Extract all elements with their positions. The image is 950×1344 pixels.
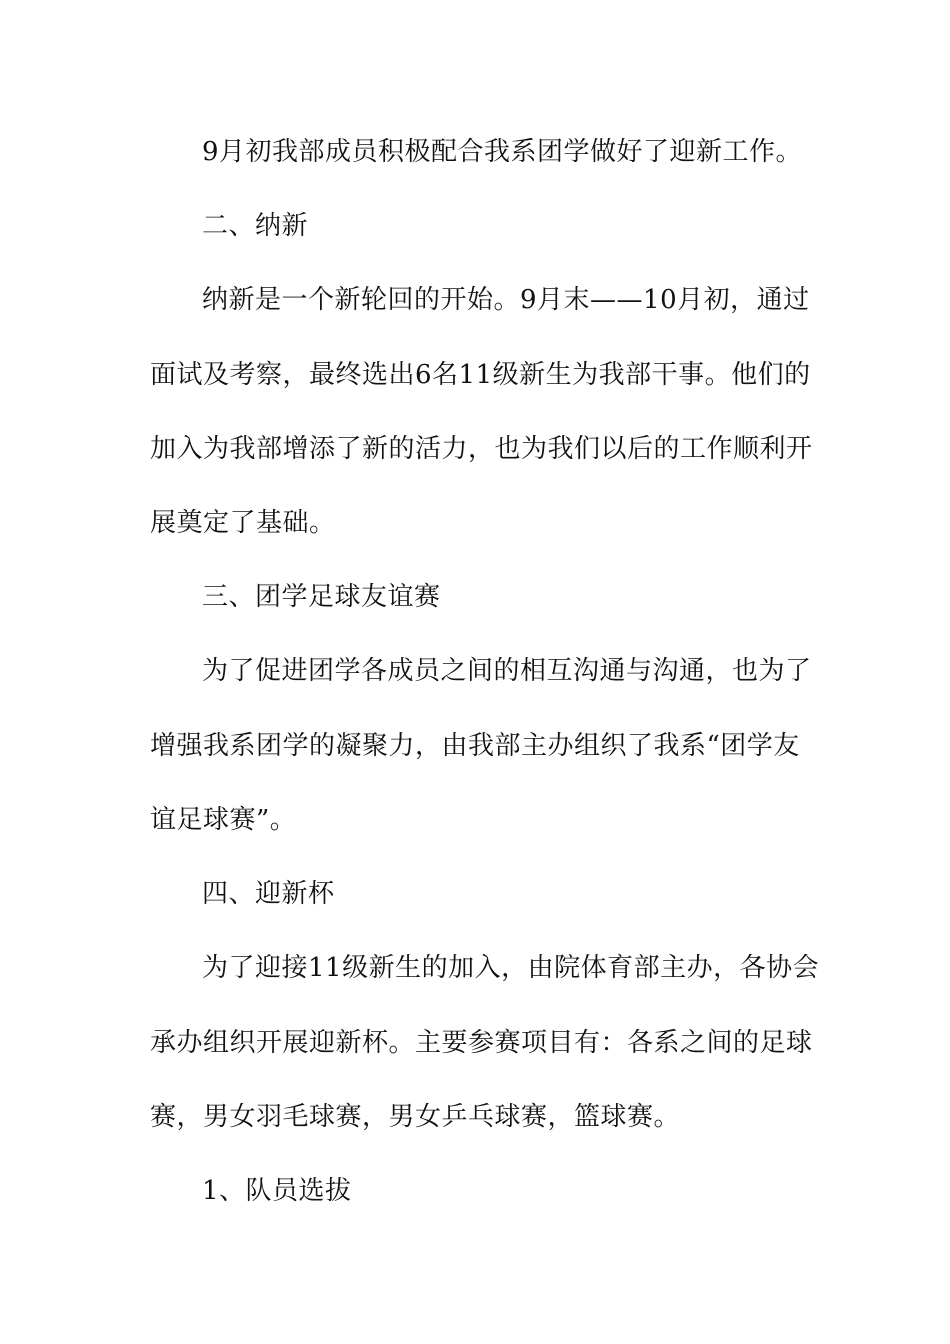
section-heading: 二、纳新 xyxy=(202,211,309,241)
section-heading: 四、迎新杯 xyxy=(202,879,335,909)
subsection-heading: 1、队员选拔 xyxy=(202,1176,352,1206)
paragraph-line: 承办组织开展迎新杯。主要参赛项目有：各系之间的足球 xyxy=(150,1028,813,1058)
paragraph-line: 为了促进团学各成员之间的相互沟通与沟通，也为了 xyxy=(202,656,812,686)
paragraph-line: 展奠定了基础。 xyxy=(150,508,336,538)
paragraph-line: 增强我系团学的凝聚力，由我部主办组织了我系“团学友 xyxy=(150,731,800,761)
paragraph-line: 为了迎接11级新生的加入，由院体育部主办，各协会 xyxy=(202,953,820,983)
paragraph-line: 9月初我部成员积极配合我系团学做好了迎新工作。 xyxy=(202,137,803,167)
paragraph-line: 加入为我部增添了新的活力，也为我们以后的工作顺利开 xyxy=(150,434,813,464)
section-heading: 三、团学足球友谊赛 xyxy=(202,582,441,612)
paragraph-line: 面试及考察，最终选出6名11级新生为我部干事。他们的 xyxy=(150,360,811,390)
paragraph-line: 谊足球赛”。 xyxy=(150,805,297,835)
paragraph-line: 赛，男女羽毛球赛，男女乒乓球赛，篮球赛。 xyxy=(150,1102,681,1132)
paragraph-line: 纳新是一个新轮回的开始。9月末——10月初，通过 xyxy=(202,285,810,315)
